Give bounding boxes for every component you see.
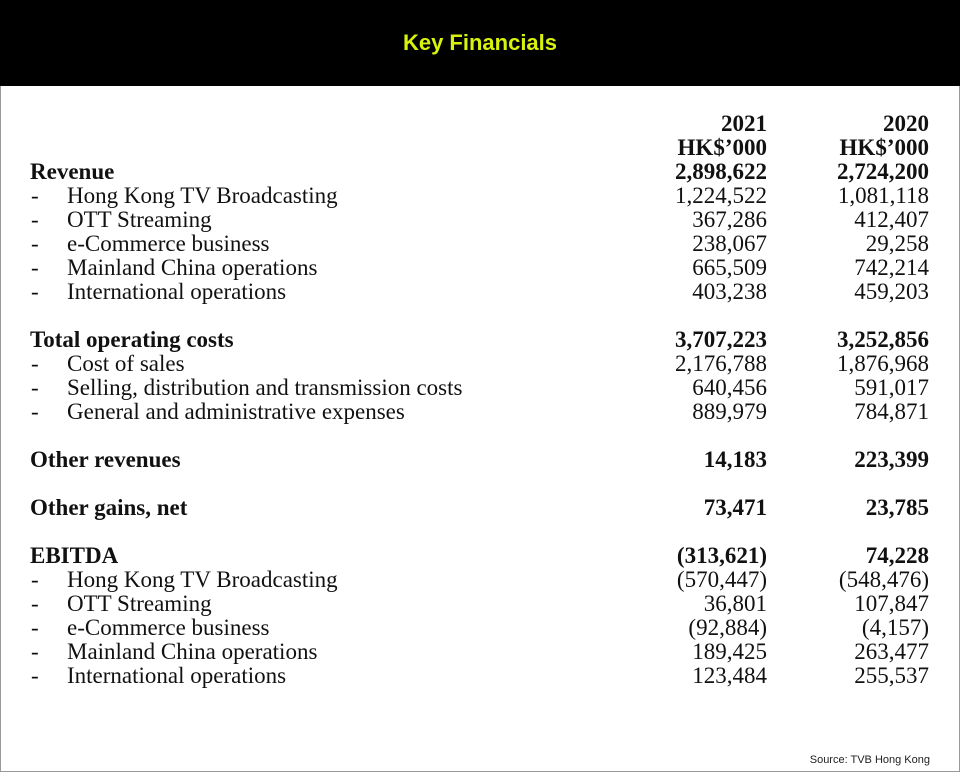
row-label: OTT Streaming [67,591,212,616]
bullet-dash: - [31,639,39,664]
value-2021: 123,484 [692,663,767,688]
value-2020: 255,537 [854,663,929,688]
value-2021: 1,224,522 [675,183,767,208]
value-2021: 665,509 [692,255,767,280]
table-row [0,184,960,208]
value-2020: 784,871 [854,399,929,424]
row-label: e-Commerce business [67,615,270,640]
year-2021: 2021 [721,111,767,136]
value-2020: 1,876,968 [837,351,929,376]
table-row [0,568,960,592]
row-label: General and administrative expenses [67,399,405,424]
value-2021: 889,979 [692,399,767,424]
section-row [0,544,960,568]
row-label: Mainland China operations [67,255,318,280]
table-row [0,664,960,688]
section-label: EBITDA [30,543,119,568]
value-2021: (313,621) [676,543,767,568]
value-2020: 3,252,856 [837,327,929,352]
title-bar [0,0,960,86]
bullet-dash: - [31,207,39,232]
section-label: Other gains, net [30,495,188,520]
value-2021: 367,286 [692,207,767,232]
value-2020: 591,017 [854,375,929,400]
bullet-dash: - [31,375,39,400]
row-label: Mainland China operations [67,639,318,664]
value-2021: (570,447) [676,567,767,592]
spacer [0,424,960,448]
table-row [0,280,960,304]
row-label: OTT Streaming [67,207,212,232]
page-title: Key Financials [402,30,558,55]
value-2021: (92,884) [688,615,767,640]
row-label: International operations [67,279,287,304]
value-2020: 29,258 [865,231,929,256]
spacer [0,520,960,544]
value-2021: 403,238 [692,279,767,304]
section-label: Other revenues [30,447,181,472]
value-2021: 3,707,223 [675,327,767,352]
row-label: Hong Kong TV Broadcasting [67,567,338,592]
section-label: Revenue [30,159,115,184]
section-label: Total operating costs [30,327,234,352]
value-2020: 459,203 [854,279,929,304]
value-2021: 2,176,788 [675,351,767,376]
spacer [0,304,960,328]
table-body [0,160,960,688]
section-row [0,448,960,472]
value-2020: 263,477 [854,639,929,664]
value-2020: 2,724,200 [837,159,929,184]
bullet-dash: - [31,279,39,304]
table-row [0,232,960,256]
value-2021: 189,425 [692,639,767,664]
table-row [0,352,960,376]
bullet-dash: - [31,615,39,640]
value-2021: 14,183 [703,447,767,472]
value-2020: (4,157) [861,615,929,640]
bullet-dash: - [31,231,39,256]
value-2021: 640,456 [692,375,767,400]
value-2020: (548,476) [838,567,929,592]
unit-2021: HK$’000 [677,135,767,160]
section-row [0,160,960,184]
financials-table [0,112,960,688]
value-2021: 2,898,622 [675,159,767,184]
bullet-dash: - [31,567,39,592]
row-label: Cost of sales [67,351,185,376]
bullet-dash: - [31,663,39,688]
value-2020: 74,228 [865,543,929,568]
table-row [0,616,960,640]
table-row [0,208,960,232]
bullet-dash: - [31,183,39,208]
section-row [0,496,960,520]
table-row [0,400,960,424]
table-row [0,376,960,400]
table-row [0,640,960,664]
row-label: International operations [67,663,287,688]
unit-2020: HK$’000 [839,135,929,160]
value-2021: 36,801 [703,591,767,616]
value-2020: 223,399 [854,447,929,472]
section-row [0,328,960,352]
bullet-dash: - [31,591,39,616]
value-2020: 412,407 [854,207,929,232]
spacer [0,472,960,496]
row-label: Hong Kong TV Broadcasting [67,183,338,208]
year-2020: 2020 [883,111,929,136]
source-note: Source: TVB Hong Kong [809,754,930,766]
value-2020: 107,847 [854,591,929,616]
value-2020: 742,214 [854,255,929,280]
table-row [0,592,960,616]
value-2020: 1,081,118 [837,183,929,208]
value-2021: 73,471 [703,495,767,520]
unit-header-row [0,136,960,160]
year-header-row [0,112,960,136]
bullet-dash: - [31,351,39,376]
value-2021: 238,067 [692,231,767,256]
row-label: e-Commerce business [67,231,270,256]
value-2020: 23,785 [865,495,929,520]
row-label: Selling, distribution and transmission costs [67,375,463,400]
bullet-dash: - [31,399,39,424]
bullet-dash: - [31,255,39,280]
table-row [0,256,960,280]
